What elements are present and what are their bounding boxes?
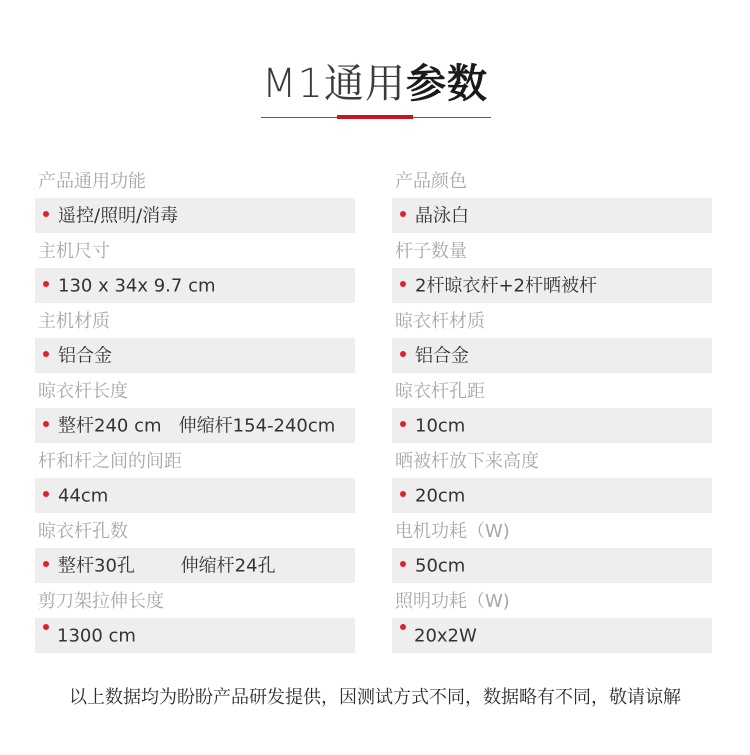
bullet-dot-icon bbox=[400, 211, 406, 217]
page-title bbox=[262, 52, 488, 109]
param-value-box bbox=[392, 618, 712, 653]
param-value-box bbox=[392, 408, 712, 443]
bullet-dot-icon bbox=[43, 281, 49, 287]
param-item bbox=[35, 586, 355, 656]
param-label: 产品通用功能 bbox=[38, 171, 146, 192]
param-value: 44cm bbox=[58, 485, 109, 507]
param-label: 杆和杆之间的间距 bbox=[38, 451, 182, 472]
param-value-box bbox=[35, 268, 355, 303]
title-underline-accent bbox=[337, 115, 413, 119]
param-label: 主机尺寸 bbox=[38, 241, 110, 262]
param-label: 杆子数量 bbox=[395, 241, 467, 262]
param-item bbox=[392, 516, 712, 586]
disclaimer-text: 以上数据均为盼盼产品研发提供，因测试方式不同，数据略有不同，敬请谅解 bbox=[69, 687, 681, 708]
param-item bbox=[35, 166, 355, 236]
param-value: 20x2W bbox=[414, 625, 477, 647]
param-value: 晶泳白 bbox=[415, 205, 469, 227]
params-column-left bbox=[35, 166, 355, 656]
bullet-dot-icon bbox=[400, 281, 406, 287]
page-title-wrap bbox=[0, 52, 750, 109]
param-label: 晾衣杆孔数 bbox=[38, 521, 128, 542]
bullet-dot-icon bbox=[43, 624, 49, 630]
param-value: 整杆240 cm 伸缩杆154-240cm bbox=[58, 415, 336, 437]
param-value-box bbox=[35, 618, 355, 653]
bullet-dot-icon bbox=[400, 624, 406, 630]
param-item bbox=[35, 376, 355, 446]
param-value-box bbox=[35, 548, 355, 583]
param-value: 130 x 34x 9.7 cm bbox=[58, 275, 216, 297]
param-item bbox=[35, 446, 355, 516]
param-label: 晾衣杆材质 bbox=[395, 311, 485, 332]
param-value-box bbox=[35, 408, 355, 443]
bullet-dot-icon bbox=[400, 561, 406, 567]
bullet-dot-icon bbox=[400, 491, 406, 497]
param-value: 铝合金 bbox=[58, 345, 112, 367]
param-label: 电机功耗（W) bbox=[395, 521, 510, 542]
param-label: 晒被杆放下来高度 bbox=[395, 451, 539, 472]
param-label: 产品颜色 bbox=[395, 171, 467, 192]
param-value-box bbox=[35, 338, 355, 373]
bullet-dot-icon bbox=[43, 351, 49, 357]
param-item bbox=[35, 236, 355, 306]
param-item bbox=[392, 306, 712, 376]
bullet-dot-icon bbox=[400, 351, 406, 357]
param-label: 剪刀架拉伸长度 bbox=[38, 591, 164, 612]
param-label: 照明功耗（W) bbox=[395, 591, 510, 612]
param-value-box bbox=[35, 478, 355, 513]
params-column-right bbox=[392, 166, 712, 656]
param-value-box bbox=[392, 478, 712, 513]
param-value: 50cm bbox=[415, 555, 466, 577]
param-value: 20cm bbox=[415, 485, 466, 507]
param-item bbox=[392, 446, 712, 516]
param-value-box bbox=[392, 338, 712, 373]
bullet-dot-icon bbox=[43, 421, 49, 427]
param-item bbox=[392, 166, 712, 236]
param-value: 10cm bbox=[415, 415, 466, 437]
bullet-dot-icon bbox=[400, 421, 406, 427]
bullet-dot-icon bbox=[43, 561, 49, 567]
param-label: 晾衣杆孔距 bbox=[395, 381, 485, 402]
param-item bbox=[392, 586, 712, 656]
param-value-box bbox=[392, 268, 712, 303]
param-item bbox=[35, 306, 355, 376]
param-value: 整杆30孔 伸缩杆24孔 bbox=[58, 555, 276, 577]
param-value-box bbox=[392, 548, 712, 583]
page-title-light: M1通用 bbox=[262, 61, 406, 107]
bullet-dot-icon bbox=[43, 491, 49, 497]
param-value: 2杆晾衣杆+2杆晒被杆 bbox=[415, 275, 597, 297]
param-value-box bbox=[392, 198, 712, 233]
param-value: 遥控/照明/消毒 bbox=[58, 205, 179, 227]
param-value-box bbox=[35, 198, 355, 233]
param-label: 晾衣杆长度 bbox=[38, 381, 128, 402]
param-item bbox=[392, 376, 712, 446]
param-value: 铝合金 bbox=[415, 345, 469, 367]
bullet-dot-icon bbox=[43, 211, 49, 217]
page-title-bold: 参数 bbox=[405, 61, 488, 107]
param-label: 主机材质 bbox=[38, 311, 110, 332]
param-value: 1300 cm bbox=[57, 625, 136, 647]
param-item bbox=[392, 236, 712, 306]
param-item bbox=[35, 516, 355, 586]
